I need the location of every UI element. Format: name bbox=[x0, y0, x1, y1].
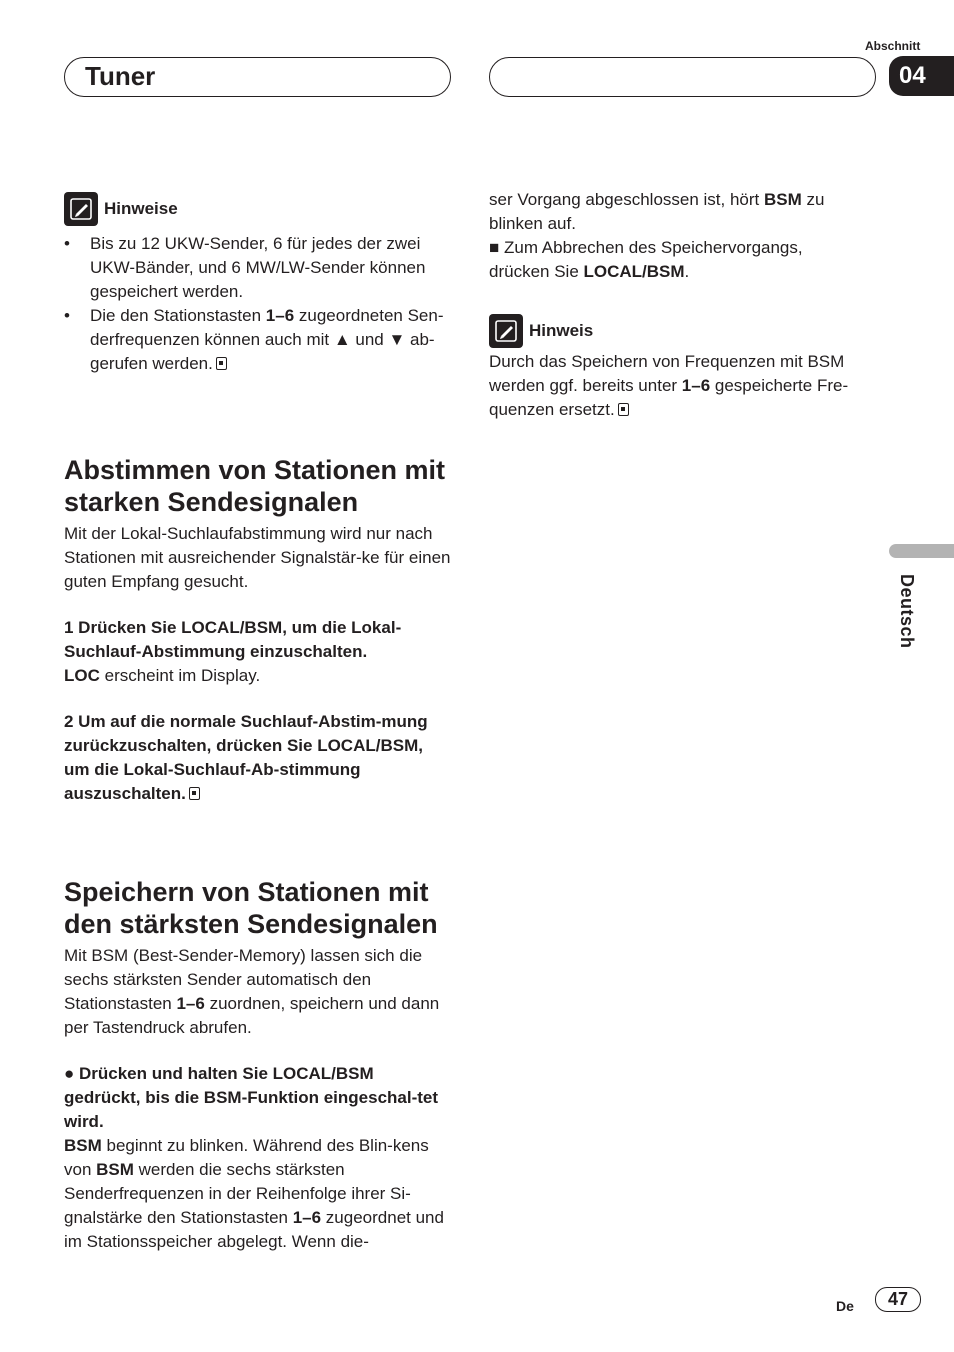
note-body: Durch das Speichern von Frequenzen mit BSM werden ggf. bereits unter 1–6 gespeicherte Fre-quenzen ersetzt. bbox=[489, 352, 849, 419]
note-pencil-icon bbox=[64, 192, 98, 226]
notes-list bbox=[64, 232, 452, 376]
footer-lang-code: De bbox=[836, 1298, 854, 1314]
notes-heading-text: Hinweise bbox=[104, 199, 178, 218]
section-title: Tuner bbox=[85, 61, 156, 91]
note-heading-text: Hinweis bbox=[529, 321, 594, 340]
header-blank-box bbox=[489, 57, 876, 97]
chapter-number: 04 bbox=[889, 56, 954, 96]
bsm-continued: ser Vorgang abgeschlossen ist, hört BSM zu blinken auf. bbox=[489, 190, 825, 233]
list-item: • Die den Stationstasten 1–6 zugeordneten Sen-derfrequenzen können auch mit ▲ und ▼ ab-gerufen werden. bbox=[64, 304, 452, 376]
bsm-body: BSM beginnt zu blinken. Während des Blin-kens von BSM werden die sechs stärksten Senderfrequenzen in der Reihenfolge ihrer Si-gnalstärke den Stationstasten 1–6 zugeordnet und im Stationsspeicher abgelegt. Wenn die- bbox=[64, 1136, 444, 1251]
end-mark-icon bbox=[216, 357, 227, 370]
end-mark-icon bbox=[618, 403, 629, 416]
language-tab bbox=[889, 544, 954, 558]
step-1: 1 Drücken Sie LOCAL/BSM, um die Lokal-Suchlauf-Abstimmung einzuschalten. bbox=[64, 618, 402, 661]
left-column bbox=[64, 192, 452, 1254]
bsm-step: ● Drücken und halten Sie LOCAL/BSM gedrückt, bis die BSM-Funktion eingeschal-tet wird. bbox=[64, 1064, 439, 1131]
page-number: 47 bbox=[875, 1287, 921, 1312]
right-column bbox=[489, 188, 861, 422]
list-item: • Bis zu 12 UKW-Sender, 6 für jedes der zwei UKW-Bänder, und 6 MW/LW-Sender können gespeichert werden. bbox=[64, 232, 452, 304]
notes-heading bbox=[64, 192, 452, 226]
abschnitt-label: Abschnitt bbox=[865, 39, 921, 53]
section-header bbox=[64, 57, 451, 97]
cancel-instruction: ■ Zum Abbrechen des Speichervorgangs, drücken Sie LOCAL/BSM. bbox=[489, 238, 803, 281]
note-heading bbox=[489, 314, 861, 348]
section2-title: Speichern von Stationen mit den stärksten Sendesignalen bbox=[64, 877, 438, 939]
section2-intro: Mit BSM (Best-Sender-Memory) lassen sich die sechs stärksten Sender automatisch den Stationstasten 1–6 zuordnen, speichern und dann per Tastendruck abrufen. bbox=[64, 946, 440, 1037]
section1-title: Abstimmen von Stationen mit starken Sendesignalen bbox=[64, 455, 446, 517]
language-label: Deutsch bbox=[897, 574, 917, 649]
step-2: 2 Um auf die normale Suchlauf-Abstim-mung zurückzuschalten, drücken Sie LOCAL/BSM, um die Lokal-Suchlauf-Ab-stimmung auszuschalten. bbox=[64, 712, 428, 803]
end-mark-icon bbox=[189, 787, 200, 800]
section1-intro: Mit der Lokal-Suchlaufabstimmung wird nur nach Stationen mit ausreichender Signalstär-ke für einen guten Empfang gesucht. bbox=[64, 524, 451, 591]
step-1-result: LOC erscheint im Display. bbox=[64, 666, 261, 685]
note-pencil-icon bbox=[489, 314, 523, 348]
